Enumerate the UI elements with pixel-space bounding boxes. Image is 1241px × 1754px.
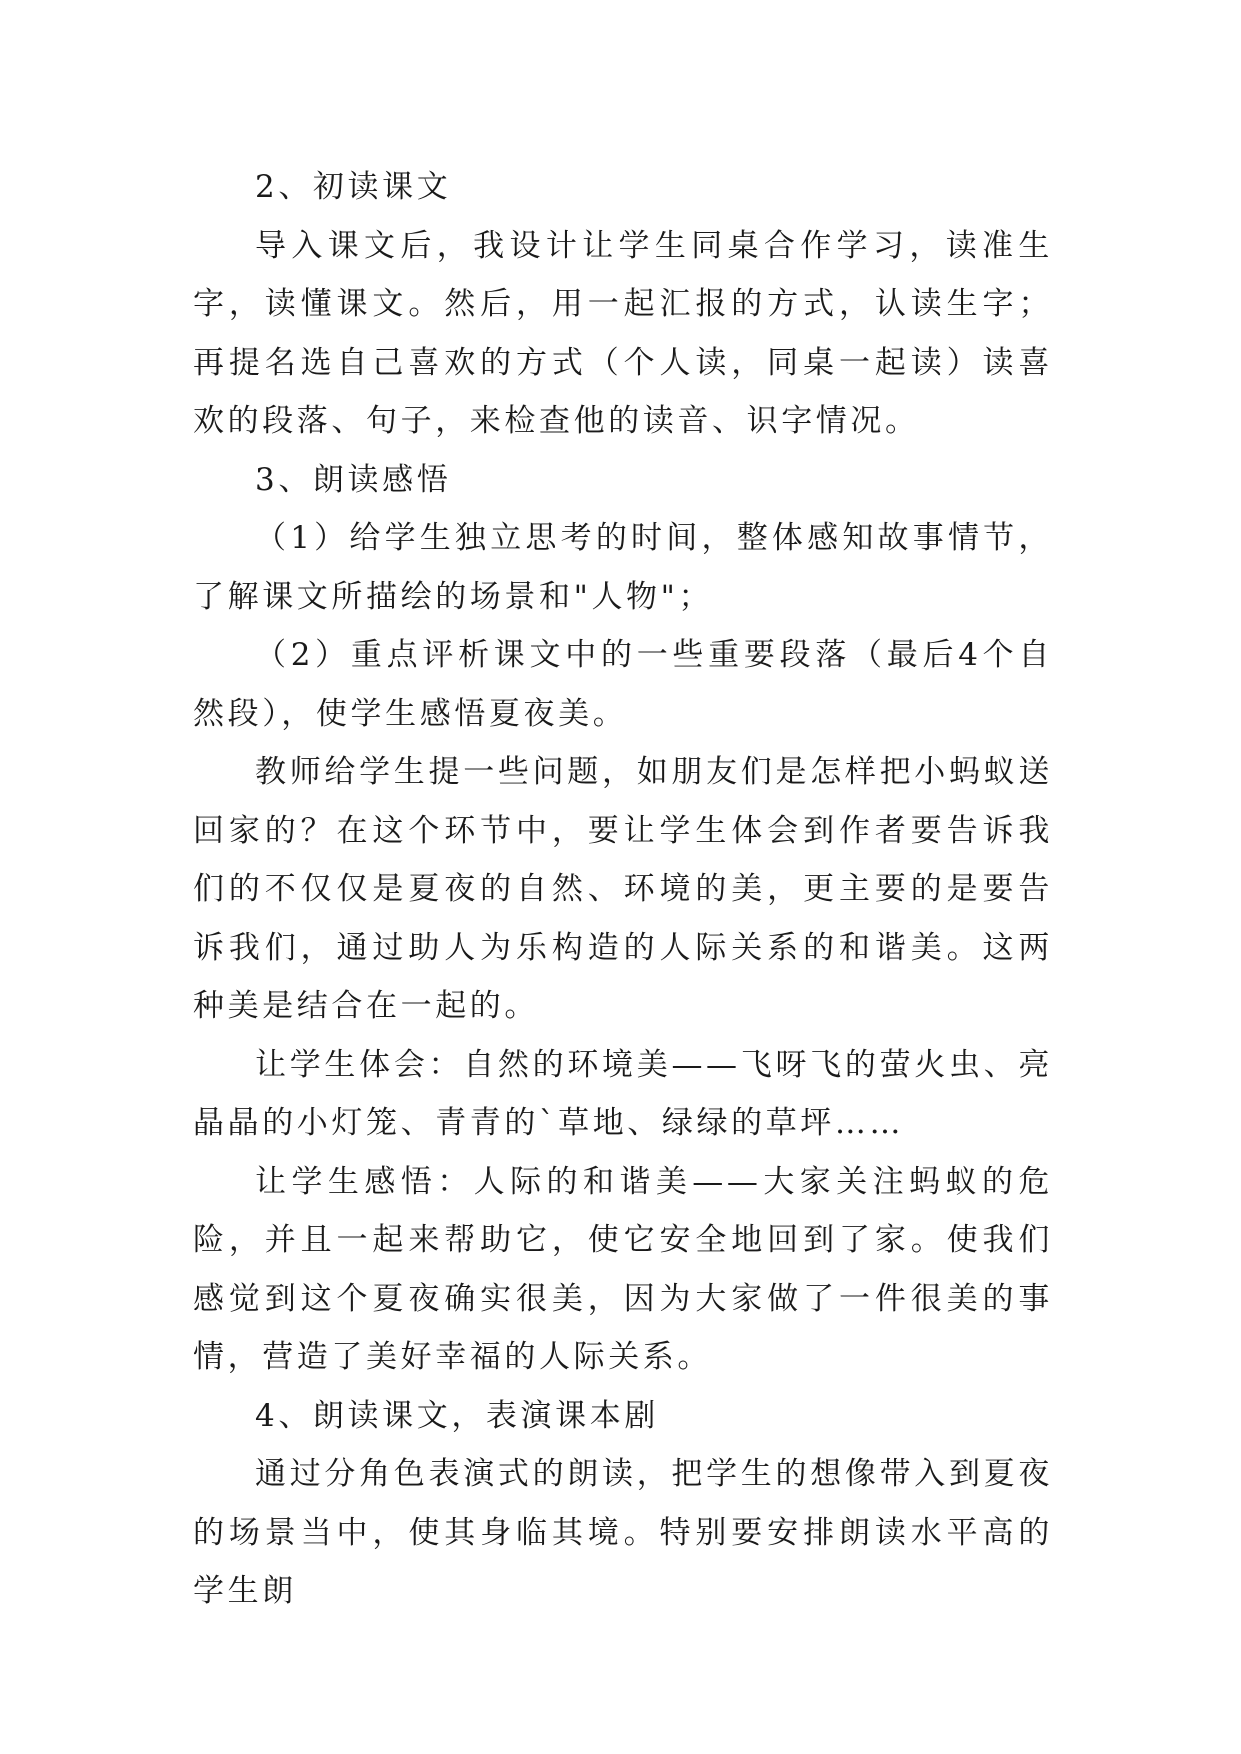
document-body: [193, 158, 1053, 1621]
paragraph-role-play: 通过分角色表演式的朗读，把学生的想像带入到夏夜的场景当中，使其身临其境。特别要安排朗读水平高的学生朗: [193, 1456, 1053, 1609]
section-heading-reading-perception: 3、朗读感悟: [255, 461, 452, 498]
paragraph-nature-beauty: 让学生体会：自然的环境美——飞呀飞的萤火虫、亮晶晶的小灯笼、青青的`草地、绿绿的草坪……: [193, 1046, 1053, 1141]
paragraph-step-2: （2）重点评析课文中的一些重要段落（最后4个自然段），使学生感悟夏夜美。: [193, 637, 1053, 732]
paragraph-teacher-questions: 教师给学生提一些问题，如朋友们是怎样把小蚂蚁送回家的？在这个环节中，要让学生体会到作者要告诉我们的不仅仅是夏夜的自然、环境的美，更主要的是要告诉我们，通过助人为乐构造的人际关系的和谐美。这两种美是结合在一起的。: [193, 754, 1053, 1024]
section-heading-first-reading: 2、初读课文: [255, 169, 452, 205]
paragraph-first-reading: 导入课文后，我设计让学生同桌合作学习，读准生字，读懂课文。然后，用一起汇报的方式，认读生字；再提名选自己喜欢的方式（个人读，同桌一起读）读喜欢的段落、句子，来检查他的读音、识字情况。: [193, 227, 1053, 439]
section-heading-performance: 4、朗读课文，表演课本剧: [255, 1397, 659, 1434]
paragraph-step-1: （1）给学生独立思考的时间，整体感知故事情节，了解课文所描绘的场景和"人物"；: [193, 520, 1053, 615]
paragraph-harmony-beauty: 让学生感悟：人际的和谐美——大家关注蚂蚁的危险，并且一起来帮助它，使它安全地回到了家。使我们感觉到这个夏夜确实很美，因为大家做了一件很美的事情，营造了美好幸福的人际关系。: [193, 1163, 1053, 1375]
